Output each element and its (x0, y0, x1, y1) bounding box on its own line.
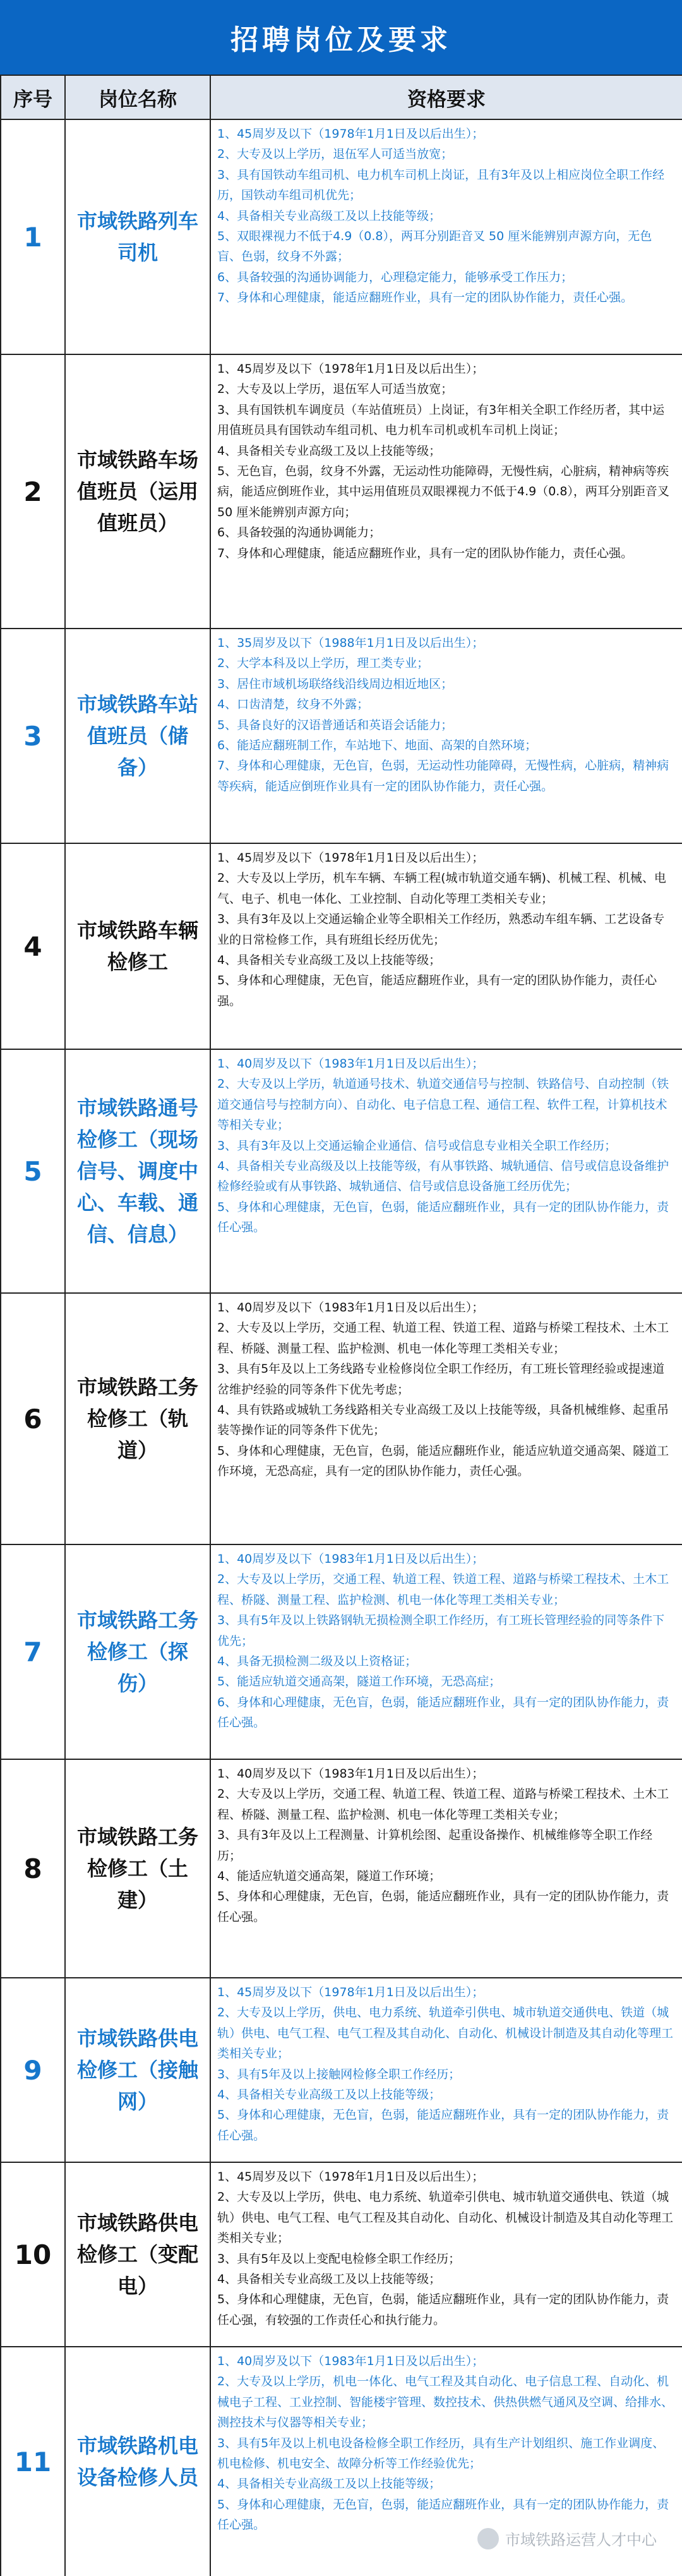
requirement-item: 1、45周岁及以下（1978年1月1日及以后出生）； (217, 127, 484, 141)
jobs-table (0, 75, 682, 2576)
requirement-item: 3、具有5年及以上接触网检修全职工作经历； (217, 2067, 461, 2081)
requirement-item: 3、具有3年及以上交通运输企业等全职相关工作经历，熟悉动车组车辆、工艺设备专业的日常检修工作，具有班组长经历优先； (217, 912, 665, 947)
job-requirements (210, 1049, 682, 1293)
requirement-item: 5、身体和心理健康，无色盲，色弱，能适应翻班作业，具有一定的团队协作能力，责任心强，有较强的工作责任心和执行能力。 (217, 2292, 669, 2327)
requirement-item: 5、身体和心理健康，无色盲，能适应翻班作业，具有一定的团队协作能力，责任心强。 (217, 973, 657, 1008)
requirement-item: 5、身体和心理健康，无色盲，色弱，能适应翻班作业，具有一定的团队协作能力，责任心强。 (217, 1889, 669, 1924)
requirement-item: 3、具有5年及以上工务线路专业检修岗位全职工作经历，有工班长管理经验或提速道岔维护经验的同等条件下优先考虑； (217, 1362, 665, 1397)
job-requirements (210, 843, 682, 1049)
job-seq: 8 (1, 1759, 65, 1978)
requirement-item: 4、具备相关专业高级工及以上技能等级； (217, 2272, 441, 2287)
job-row (1, 354, 682, 629)
job-title: 市域铁路供电检修工（接触网） (65, 1978, 210, 2162)
requirement-item: 3、具有5年及以上机电设备检修全职工作经历，具有生产计划组织、施工作业调度、机电检修、机电安全、故障分析等工作经验优先； (217, 2436, 665, 2471)
requirement-item: 6、具备较强的沟通协调能力； (217, 526, 381, 540)
job-row (1, 2162, 682, 2347)
job-title: 市域铁路车场值班员（运用值班员） (65, 354, 210, 629)
requirement-item: 4、能适应轨道交通高架，隧道工作环境； (217, 1869, 441, 1884)
watermark-text: 市域铁路运营人才中心 (505, 2531, 657, 2549)
job-seq: 3 (1, 629, 65, 843)
job-seq: 4 (1, 843, 65, 1049)
requirement-item: 1、45周岁及以下（1978年1月1日及以后出生）； (217, 1985, 484, 1999)
requirement-item: 6、具备较强的沟通协调能力，心理稳定能力，能够承受工作压力； (217, 270, 573, 284)
requirement-item: 1、40周岁及以下（1983年1月1日及以后出生）； (217, 1057, 484, 1071)
requirement-item: 4、具备相关专业高级工及以上技能等级； (217, 443, 441, 458)
requirement-item: 2、大专及以上学历，交通工程、轨道工程、铁道工程、道路与桥梁工程技术、土木工程、桥隧、测量工程、监护检测、机电一体化等理工类相关专业； (217, 1321, 669, 1356)
job-row (1, 1293, 682, 1544)
job-requirements (210, 1544, 682, 1759)
job-title: 市域铁路工务检修工（轨道） (65, 1293, 210, 1544)
job-requirements (210, 2162, 682, 2347)
requirement-item: 4、具有铁路或城轨工务线路相关专业高级工及以上技能等级，具备机械维修、起重吊装等操作证的同等条件下优先； (217, 1403, 669, 1438)
job-row (1, 1049, 682, 1293)
requirement-item: 1、45周岁及以下（1978年1月1日及以后出生）； (217, 2170, 484, 2184)
requirement-item: 2、大专及以上学历，退伍军人可适当放宽； (217, 147, 453, 162)
job-seq: 2 (1, 354, 65, 629)
requirement-item: 2、大专及以上学历，退伍军人可适当放宽； (217, 382, 453, 397)
requirement-item: 7、身体和心理健康，能适应翻班作业，具有一定的团队协作能力，责任心强。 (217, 546, 633, 560)
requirement-item: 3、具有5年及以上铁路钢轨无损检测全职工作经历，有工班长管理经验的同等条件下优先； (217, 1613, 665, 1648)
requirement-item: 4、具备无损检测二级及以上资格证； (217, 1654, 417, 1669)
requirement-item: 4、具备相关专业高级工及以上技能等级； (217, 208, 441, 223)
requirement-item: 5、身体和心理健康，无色盲，色弱，能适应翻班作业，具有一定的团队协作能力，责任心强。 (217, 2108, 669, 2143)
job-title: 市域铁路供电检修工（变配电） (65, 2162, 210, 2347)
requirement-item: 2、大专及以上学历，轨道通号技术、轨道交通信号与控制、铁路信号、自动控制（铁道交通信号与控制方向）、自动化、电子信息工程、通信工程、软件工程，计算机技术等相关专业； (217, 1077, 669, 1133)
requirement-item: 1、45周岁及以下（1978年1月1日及以后出生）； (217, 851, 484, 865)
requirement-item: 5、身体和心理健康，无色盲，色弱，能适应翻班作业，能适应轨道交通高架、隧道工作环境，无恐高症，具有一定的团队协作能力，责任心强。 (217, 1443, 669, 1479)
requirement-item: 4、口齿清楚，纹身不外露； (217, 697, 369, 712)
header-name: 岗位名称 (65, 75, 210, 119)
job-row (1, 629, 682, 843)
wechat-logo-icon (477, 2528, 499, 2549)
requirement-item: 1、45周岁及以下（1978年1月1日及以后出生）； (217, 362, 484, 376)
job-rows (1, 119, 682, 2576)
requirement-item: 2、大专及以上学历，机车车辆、车辆工程(城市轨道交通车辆)、机械工程、机械、电气、电子、机电一体化、工业控制、自动化等理工类相关专业； (217, 871, 666, 906)
requirement-item: 2、大专及以上学历，供电、电力系统、轨道牵引供电、城市轨道交通供电、铁道（城轨）供电、电气工程、电气工程及其自动化、自动化、机械设计制造及其自动化等理工类相关专业； (217, 2190, 674, 2246)
job-seq: 10 (1, 2162, 65, 2347)
job-requirements (210, 119, 682, 354)
watermark (477, 2527, 657, 2549)
requirement-item: 1、35周岁及以下（1988年1月1日及以后出生）； (217, 636, 484, 650)
requirement-item: 3、具有3年及以上交通运输企业通信、信号或信息专业相关全职工作经历； (217, 1138, 617, 1153)
requirement-item: 3、具有国铁动车组司机、电力机车司机上岗证，且有3年及以上相应岗位全职工作经历，国铁动车组司机优先； (217, 167, 665, 203)
requirement-item: 1、40周岁及以下（1983年1月1日及以后出生）； (217, 1552, 484, 1566)
requirement-item: 2、大专及以上学历，交通工程、轨道工程、铁道工程、道路与桥梁工程技术、土木工程、桥隧、测量工程、监护检测、机电一体化等理工类相关专业； (217, 1572, 669, 1607)
job-row (1, 843, 682, 1049)
job-seq: 1 (1, 119, 65, 354)
requirement-item: 7、身体和心理健康，无色盲，色弱，无运动性功能障碍，无慢性病，心脏病，精神病等疾病，能适应倒班作业具有一定的团队协作能力，责任心强。 (217, 759, 669, 793)
job-row (1, 119, 682, 354)
job-seq: 7 (1, 1544, 65, 1759)
requirement-item: 4、具备相关专业高级及以上技能等级，有从事铁路、城轨通信、信号或信息设备维护检修经验或有从事铁路、城轨通信、信号或信息设备施工经历优先； (217, 1159, 669, 1194)
job-seq: 6 (1, 1293, 65, 1544)
job-seq: 9 (1, 1978, 65, 2162)
job-seq: 11 (1, 2347, 65, 2576)
job-requirements (210, 354, 682, 629)
job-title: 市域铁路车辆检修工 (65, 843, 210, 1049)
requirement-item: 5、具备良好的汉语普通话和英语会话能力； (217, 718, 453, 732)
header-requirements: 资格要求 (210, 75, 682, 119)
requirement-item: 5、无色盲，色弱，纹身不外露，无运动性功能障碍，无慢性病，心脏病，精神病等疾病，能适应倒班作业，其中运用值班员双眼裸视力不低于4.9（0.8），两耳分别距音叉 50 厘米能辨别声源方向； (217, 464, 669, 519)
job-title: 市域铁路通号检修工（现场信号、调度中心、车载、通信、信息） (65, 1049, 210, 1293)
requirement-item: 2、大学本科及以上学历，理工类专业； (217, 656, 429, 671)
requirement-item: 4、具备相关专业高级工及以上技能等级； (217, 2477, 441, 2491)
job-title: 市域铁路列车司机 (65, 119, 210, 354)
requirement-item: 4、具备相关专业高级工及以上技能等级； (217, 953, 441, 968)
requirement-item: 2、大专及以上学历，供电、电力系统、轨道牵引供电、城市轨道交通供电、铁道（城轨）供电、电气工程、电气工程及其自动化、自动化、机械设计制造及其自动化等理工类相关专业； (217, 2006, 674, 2061)
job-row (1, 1544, 682, 1759)
job-seq: 5 (1, 1049, 65, 1293)
requirement-item: 6、能适应翻班制工作，车站地下、地面、高架的自然环境； (217, 738, 537, 753)
job-row (1, 1978, 682, 2162)
job-title: 市域铁路工务检修工（探伤） (65, 1544, 210, 1759)
table-header-row (1, 75, 682, 119)
requirement-item: 5、身体和心理健康，无色盲，色弱，能适应翻班作业，具有一定的团队协作能力，责任心强。 (217, 2497, 669, 2532)
requirement-item: 5、能适应轨道交通高架，隧道工作环境，无恐高症； (217, 1675, 501, 1689)
job-requirements (210, 1978, 682, 2162)
job-title: 市域铁路工务检修工（土建） (65, 1759, 210, 1978)
requirement-item: 3、居住市域机场联络线沿线周边相近地区； (217, 677, 453, 691)
requirement-item: 1、40周岁及以下（1983年1月1日及以后出生）； (217, 1301, 484, 1315)
requirement-item: 2、大专及以上学历，机电一体化、电气工程及其自动化、电子信息工程、自动化、机械电子工程、工业控制、智能楼宇管理、数控技术、供热供燃气通风及空调、给排水、测控技术与仪器等相关专业； (217, 2374, 674, 2430)
requirement-item: 5、双眼裸视力不低于4.9（0.8），两耳分别距音叉 50 厘米能辨别声源方向，无色盲、色弱，纹身不外露； (217, 229, 652, 264)
requirement-item: 1、40周岁及以下（1983年1月1日及以后出生）； (217, 2354, 484, 2368)
requirement-item: 5、身体和心理健康，无色盲，色弱，能适应翻班作业，具有一定的团队协作能力，责任心强。 (217, 1200, 669, 1235)
requirement-item: 1、40周岁及以下（1983年1月1日及以后出生）； (217, 1767, 484, 1781)
requirement-item: 2、大专及以上学历，交通工程、轨道工程、铁道工程、道路与桥梁工程技术、土木工程、桥隧、测量工程、监护检测、机电一体化等理工类相关专业； (217, 1787, 669, 1822)
header-seq: 序号 (1, 75, 65, 119)
job-title: 市域铁路车站值班员（储备） (65, 629, 210, 843)
job-requirements (210, 1293, 682, 1544)
requirement-item: 7、身体和心理健康，能适应翻班作业，具有一定的团队协作能力，责任心强。 (217, 291, 633, 305)
job-row (1, 1759, 682, 1978)
requirement-item: 4、具备相关专业高级工及以上技能等级； (217, 2088, 441, 2102)
job-requirements (210, 1759, 682, 1978)
job-requirements (210, 629, 682, 843)
requirement-item: 3、具有国铁机车调度员（车站值班员）上岗证，有3年相关全职工作经历者，其中运用值班员具有国铁动车组司机、电力机车司机或机车司机上岗证； (217, 402, 665, 438)
requirement-item: 3、具有5年及以上变配电检修全职工作经历； (217, 2251, 461, 2266)
requirement-item: 3、具有3年及以上工程测量、计算机绘图、起重设备操作、机械维修等全职工作经历； (217, 1828, 653, 1863)
requirement-item: 6、身体和心理健康，无色盲，色弱，能适应翻班作业，具有一定的团队协作能力，责任心强。 (217, 1695, 669, 1730)
job-title: 市域铁路机电设备检修人员 (65, 2347, 210, 2576)
page-title: 招聘岗位及要求 (0, 0, 682, 75)
